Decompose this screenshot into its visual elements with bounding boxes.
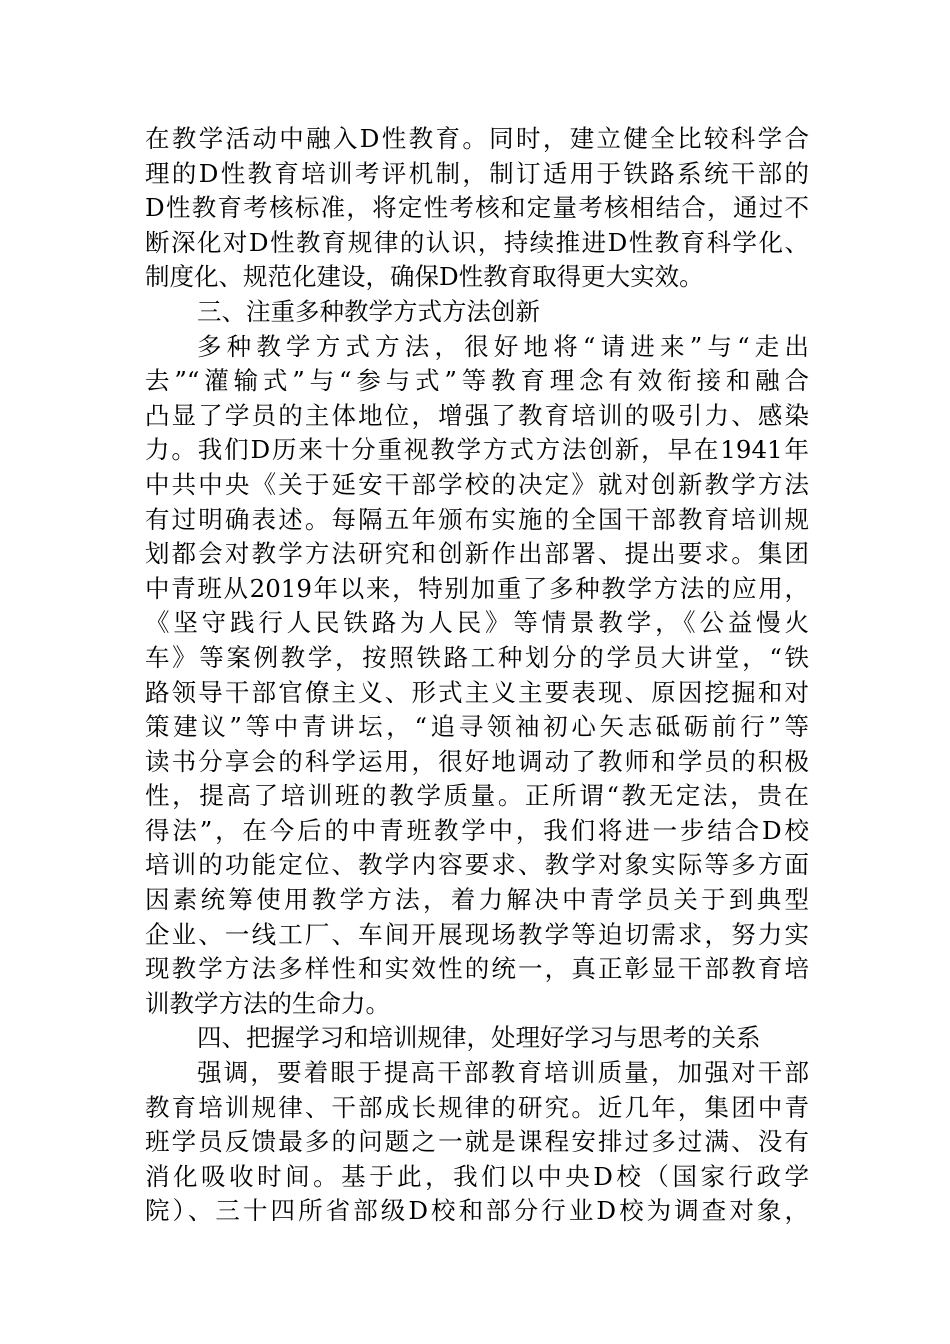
section-heading-3: 三、注重多种教学方式方法创新 <box>197 296 540 326</box>
paragraph-line: 消化吸收时间。基于此，我们以中央D校（国家行政学 <box>145 1161 809 1191</box>
paragraph-line: 划都会对教学方法研究和创新作出部署、提出要求。集团 <box>145 539 809 569</box>
paragraph-line: 院）、三十四所省部级D校和部分行业D校为调查对象， <box>145 1196 809 1226</box>
paragraph-line: 车》等案例教学，按照铁路工种划分的学员大讲堂，“铁 <box>145 642 809 672</box>
paragraph-line: 培训的功能定位、教学内容要求、教学对象实际等多方面 <box>145 850 809 880</box>
paragraph-line: 因素统筹使用教学方法，着力解决中青学员关于到典型 <box>145 885 809 915</box>
paragraph-line: 得法”，在今后的中青班教学中，我们将进一步结合D校 <box>145 815 809 845</box>
paragraph-line: 读书分享会的科学运用，很好地调动了教师和学员的积极 <box>145 746 809 776</box>
paragraph-line: 制度化、规范化建设，确保D性教育取得更大实效。 <box>145 262 704 292</box>
paragraph-line: 企业、一线工厂、车间开展现场教学等迫切需求，努力实 <box>145 919 809 949</box>
paragraph-line: 有过明确表述。每隔五年颁布实施的全国干部教育培训规 <box>145 504 809 534</box>
paragraph-line: 策建议”等中青讲坛，“追寻领袖初心矢志砥砺前行”等 <box>145 712 809 742</box>
paragraph-line: 强调，要着眼于提高干部教育培训质量，加强对干部 <box>197 1058 809 1088</box>
paragraph-line: 教育培训规律、干部成长规律的研究。近几年，集团中青 <box>145 1092 809 1122</box>
paragraph-line: 去”“灌输式”与“参与式”等教育理念有效衔接和融合 <box>145 366 809 396</box>
paragraph-line: 断深化对D性教育规律的认识，持续推进D性教育科学化、 <box>145 227 809 257</box>
paragraph-line: 中共中央《关于延安干部学校的决定》就对创新教学方法 <box>145 469 809 499</box>
paragraph-line: 现教学方法多样性和实效性的统一，真正彰显干部教育培 <box>145 954 809 984</box>
paragraph-line: D性教育考核标准，将定性考核和定量考核相结合，通过不 <box>145 193 809 223</box>
paragraph-line: 中青班从2019年以来，特别加重了多种教学方法的应用， <box>145 573 809 603</box>
paragraph-line: 在教学活动中融入D性教育。同时，建立健全比较科学合 <box>145 124 809 153</box>
paragraph-line: 路领导干部官僚主义、形式主义主要表现、原因挖掘和对 <box>145 677 809 707</box>
paragraph-line: 性，提高了培训班的教学质量。正所谓“教无定法，贵在 <box>145 781 809 811</box>
document-page <box>145 122 809 1229</box>
paragraph-line: 训教学方法的生命力。 <box>145 988 390 1018</box>
paragraph-line: 凸显了学员的主体地位，增强了教育培训的吸引力、感染 <box>145 400 809 430</box>
paragraph-line: 多种教学方式方法，很好地将“请进来”与“走出 <box>197 331 809 361</box>
paragraph-line: 力。我们D历来十分重视教学方式方法创新，早在1941年 <box>145 435 809 465</box>
paragraph-line: 理的D性教育培训考评机制，制订适用于铁路系统干部的 <box>145 158 809 188</box>
section-heading-4: 四、把握学习和培训规律，处理好学习与思考的关系 <box>197 1023 761 1053</box>
paragraph-line: 《坚守践行人民铁路为人民》等情景教学，《公益慢火 <box>145 608 809 638</box>
paragraph-line: 班学员反馈最多的问题之一就是课程安排过多过满、没有 <box>145 1127 809 1157</box>
